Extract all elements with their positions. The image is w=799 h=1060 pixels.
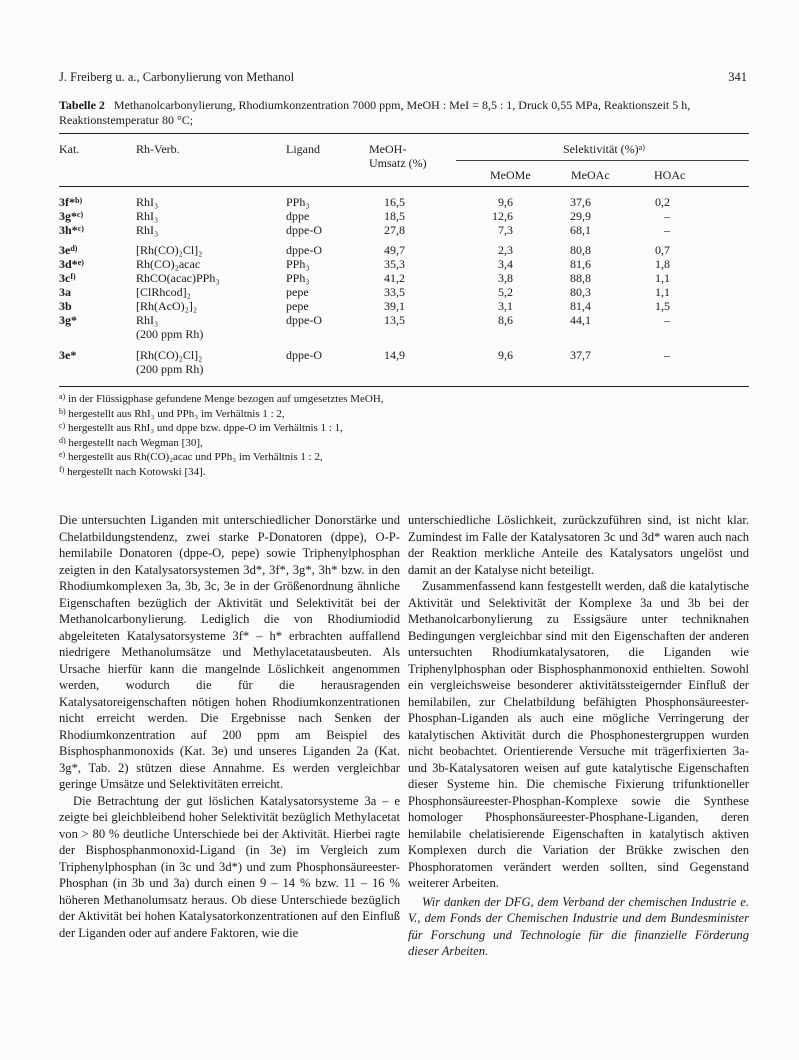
cell-hoac: 0,7 bbox=[655, 243, 670, 257]
footnote-text: hergestellt aus RhI₃ und dppe bzw. dppe-O im Verhältnis 1 : 1, bbox=[65, 422, 343, 434]
footnote-mark: e) bbox=[77, 258, 84, 267]
cell-rh: [Rh(CO)₂Cl]₂ bbox=[136, 243, 203, 257]
cell-meome: 12,6 bbox=[492, 209, 513, 223]
cell-hoac: 1,5 bbox=[655, 299, 670, 313]
cell-meome: 9,6 bbox=[498, 348, 513, 362]
footnote-mark: f) bbox=[70, 272, 76, 281]
cell-kat: 3f*$^{b)}$ bbox=[59, 195, 83, 209]
cell-kat: $3e^{d)}$ bbox=[59, 243, 78, 257]
footnote-mark: c) bbox=[77, 210, 84, 219]
cell-rh-note: (200 ppm Rh) bbox=[136, 362, 204, 376]
cell-hoac: – bbox=[664, 223, 670, 237]
cell-meome: 3,4 bbox=[498, 257, 513, 271]
cell-ligand: PPh₃ bbox=[286, 195, 310, 209]
cell-meoac: 81,4 bbox=[570, 299, 591, 313]
cell-rh: RhI₃ bbox=[136, 223, 159, 237]
cell-hoac: 1,1 bbox=[655, 271, 670, 285]
cell-meoac: 29,9 bbox=[570, 209, 591, 223]
cell-meoac: 81,6 bbox=[570, 257, 591, 271]
cell-meome: 8,6 bbox=[498, 313, 513, 327]
cell-hoac: – bbox=[664, 209, 670, 223]
cell-rh: RhI₃ bbox=[136, 195, 159, 209]
cell-rh: [Rh(CO)₂Cl]₂ bbox=[136, 348, 203, 362]
footnote-text: hergestellt nach Kotowski [34]. bbox=[64, 465, 206, 478]
right-column bbox=[408, 512, 749, 960]
table-footnotes bbox=[59, 392, 749, 479]
running-title: J. Freiberg u. a., Carbonylierung von Methanol bbox=[59, 70, 295, 84]
footnote-mark: b) bbox=[59, 406, 66, 416]
cell-meome: 7,3 bbox=[498, 223, 513, 237]
footnote-text: in der Flüssigphase gefundene Menge bezogen auf umgesetztes MeOH, bbox=[65, 393, 384, 405]
cell-kat: 3e* bbox=[59, 348, 77, 362]
table-caption-label: Tabelle 2 bbox=[59, 98, 105, 112]
cell-ligand: pepe bbox=[286, 299, 309, 313]
col-header-umsatz-line2: Umsatz (%) bbox=[369, 156, 427, 170]
footnote-mark: b) bbox=[75, 196, 83, 205]
cell-umsatz: 14,9 bbox=[384, 348, 405, 362]
cell-meoac: 88,8 bbox=[570, 271, 591, 285]
cell-meome: 2,3 bbox=[498, 243, 513, 257]
paragraph: unterschiedliche Löslichkeit, zurückzuführen sind, ist nicht klar. Zumindest im Falle der Katalysatoren 3c und 3d* waren auch nach der Reaktion merkliche Anteile des Katalysators ungelöst und damit an der Katalyse nicht beteiligt. bbox=[408, 513, 749, 577]
cell-ligand: dppe-O bbox=[286, 243, 322, 257]
cell-umsatz: 18,5 bbox=[384, 209, 405, 223]
footnote-text: hergestellt aus Rh(CO)₂acac und PPh₃ im Verhältnis 1 : 2, bbox=[65, 451, 323, 463]
cell-umsatz: 39,1 bbox=[384, 299, 405, 313]
cell-kat: 3g*$^{c)}$ bbox=[59, 209, 84, 223]
table-header-rule bbox=[59, 186, 749, 187]
cell-ligand: PPh₃ bbox=[286, 257, 310, 271]
table-caption-text: Methanolcarbonylierung, Rhodiumkonzentration 7000 ppm, MeOH : MeI = 8,5 : 1, Druck 0,55 MPa, Reaktionszeit 5 h, Reaktionstemperatur 80 °C; bbox=[59, 98, 691, 127]
footnote bbox=[59, 421, 749, 436]
cell-meoac: 44,1 bbox=[570, 313, 591, 327]
footnote bbox=[59, 450, 749, 465]
cell-hoac: – bbox=[664, 348, 670, 362]
footnote bbox=[59, 392, 749, 407]
cell-kat: 3a bbox=[59, 285, 71, 299]
cell-ligand: pepe bbox=[286, 285, 309, 299]
cell-ligand: dppe-O bbox=[286, 348, 322, 362]
cell-hoac: – bbox=[664, 313, 670, 327]
cell-umsatz: 27,8 bbox=[384, 223, 405, 237]
cell-meome: 3,1 bbox=[498, 299, 513, 313]
left-column bbox=[59, 512, 400, 941]
cell-ligand: dppe bbox=[286, 209, 310, 223]
cell-rh: [ClRhcod]₂ bbox=[136, 285, 191, 299]
acknowledgement: Wir danken der DFG, dem Verband der chemischen Industrie e. V., dem Fonds der Chemischen Industrie und dem Bundesminister für Forschung und Technologie für die finanzielle Förderung dieser Arbeiten. bbox=[408, 894, 749, 958]
footnote-mark: d) bbox=[70, 244, 78, 253]
cell-kat: 3d*$^{e)}$ bbox=[59, 257, 84, 271]
cell-meome: 3,8 bbox=[498, 271, 513, 285]
cell-kat: $3c^{f)}$ bbox=[59, 271, 76, 285]
cell-rh: RhI₃ bbox=[136, 313, 159, 327]
cell-meoac: 37,6 bbox=[570, 195, 591, 209]
selectivity-rule bbox=[456, 160, 749, 161]
footnote bbox=[59, 436, 749, 451]
cell-hoac: 0,2 bbox=[655, 195, 670, 209]
col-header-umsatz-line1: MeOH- bbox=[369, 142, 407, 156]
paragraph: Die untersuchten Liganden mit unterschiedlicher Donorstärke und Chelatbildungstendenz, zwei starke P-Donatoren (dppe), O-P-hemilabile Donatoren (dppe-O, pepe) sowie Triphenylphosphan zeigten in den Katalysatorsystemen 3d*, 3f*, 3g*, 3h* bzw. in den Rhodiumkomplexen 3a, 3b, 3c, 3e in der Größenordnung ähnliche Eigenschaften bezüglich der Aktivität und Selektivität bei der Methanolcarbonylierung. Lediglich die von Rhodiumiodid abgeleiteten Katalysatorsysteme 3f* – h* erbrachten auffallend niedrigere Methanolumsätze und Methylacetatausbeuten. Als Ursache hierfür kann die mangelnde Löslichkeit angenommen werden, wodurch die für die herausragenden Katalysatoreigenschaften nötigen hohen Rhodiumkonzentrationen nicht erreicht werden. Die Ergebnisse nach Senken der Rhodiumkonzentration auf 200 ppm am Beispiel des Bisphosphanmonoxids (Kat. 3e) und unseres Liganden 2a (Kat. 3g*, Tab. 2) stützen diese Annahme. Es werden vergleichbar geringe Umsätze und Selektivitäten erreicht. bbox=[59, 513, 400, 791]
cell-umsatz: 33,5 bbox=[384, 285, 405, 299]
cell-hoac: 1,8 bbox=[655, 257, 670, 271]
cell-umsatz: 41,2 bbox=[384, 271, 405, 285]
cell-ligand: dppe-O bbox=[286, 223, 322, 237]
cell-kat: 3h*$^{c)}$ bbox=[59, 223, 84, 237]
cell-kat: 3g* bbox=[59, 313, 77, 327]
footnote-mark: f) bbox=[59, 464, 65, 474]
paragraph: Zusammenfassend kann festgestellt werden, daß die katalytische Aktivität und Selektivität der Komplexe 3a und 3b bei der Methanolcarbonylierung zu Essigsäure unter techniknahen Bedingungen vergleichbar sind mit den Eigenschaften der anderen untersuchten Rhodiumkatalysatoren, die Liganden wie Triphenylphosphan oder Bisphosphanmonoxid enthielten. Sowohl ein vergleichsweise besonderer aktivitätssteigernder Einfluß der hemilabilen, zur Chelatbildung befähigten Phosphonsäureester-Phosphan-Liganden als auch eine mögliche Verringerung der katalytischen Aktivität durch die Phosphonestergruppen wurden nicht beobachtet. Orientierende Versuche mit trägerfixierten 3a- und 3b-Katalysatoren weisen auf gute katalytische Eigenschaften dieser Systeme hin. Die chemische Fixierung trifunktioneller Phosphonsäureester-Phosphan-Komplexe sowie die Synthese homologer Phosphonsäureester-Phosphane-Liganden, deren hemilabile chelatisierende Eigenschaften in katalytisch aktiven Komplexen durch die Variation der Brükke zwischen den Phosphoratomen verändert werden sollten, sind Gegenstand weiterer Arbeiten. bbox=[408, 579, 749, 890]
footnote-text: hergestellt aus RhI₃ und PPh₃ im Verhältnis 1 : 2, bbox=[65, 407, 285, 420]
cell-meoac: 37,7 bbox=[570, 348, 591, 362]
footnote-mark: a) bbox=[59, 392, 66, 401]
cell-rh-note: (200 ppm Rh) bbox=[136, 327, 204, 341]
cell-ligand: dppe-O bbox=[286, 313, 322, 327]
footnote bbox=[59, 407, 749, 422]
col-header-ligand: Ligand bbox=[286, 142, 320, 156]
cell-rh: [Rh(AcO)₂]₂ bbox=[136, 299, 198, 313]
page-number: 341 bbox=[728, 70, 747, 84]
col-header-meoac: MeOAc bbox=[571, 168, 610, 182]
cell-umsatz: 13,5 bbox=[384, 313, 405, 327]
cell-umsatz: 16,5 bbox=[384, 195, 405, 209]
footnote-mark: d) bbox=[59, 435, 66, 445]
cell-umsatz: 49,7 bbox=[384, 243, 405, 257]
table-top-rule bbox=[59, 133, 749, 134]
footnote-mark: c) bbox=[77, 224, 84, 233]
cell-umsatz: 35,3 bbox=[384, 257, 405, 271]
col-header-selektivitaet: Selektivität (%)$^{a)}$ bbox=[563, 142, 645, 156]
cell-kat: 3b bbox=[59, 299, 72, 313]
footnote-text: hergestellt nach Wegman [30], bbox=[65, 436, 203, 449]
cell-rh: Rh(CO)₂acac bbox=[136, 257, 201, 271]
footnote-mark: a) bbox=[638, 143, 645, 152]
col-header-meome: MeOMe bbox=[490, 168, 531, 182]
cell-hoac: 1,1 bbox=[655, 285, 670, 299]
footnote-mark: c) bbox=[59, 421, 66, 430]
col-header-rh: Rh-Verb. bbox=[136, 142, 180, 156]
cell-meome: 5,2 bbox=[498, 285, 513, 299]
footnote-mark: e) bbox=[59, 450, 66, 459]
table-caption bbox=[59, 98, 749, 128]
cell-ligand: PPh₃ bbox=[286, 271, 310, 285]
cell-meoac: 80,3 bbox=[570, 285, 591, 299]
cell-meoac: 80,8 bbox=[570, 243, 591, 257]
cell-rh: RhCO(acac)PPh₃ bbox=[136, 271, 220, 285]
cell-meome: 9,6 bbox=[498, 195, 513, 209]
footnote bbox=[59, 465, 749, 480]
col-header-kat: Kat. bbox=[59, 142, 80, 156]
table-bottom-rule bbox=[59, 386, 749, 387]
paragraph: Die Betrachtung der gut löslichen Katalysatorsysteme 3a – e zeigte bei gleichbleibend hoher Selektivität bezüglich Methylacetat von > 80 % deutliche Unterschiede bei der Aktivität. Hierbei ragte der Bisphosphanmonoxid-Ligand (in 3e) im Vergleich zum Triphenylphosphan (in 3c und 3d*) und zum Phosphonsäureester-Phosphan (in 3b und 3a) durch einen 9 – 14 % bzw. 11 – 16 % höheren Methanolumsatz heraus. Ob diese Unterschiede bezüglich der Aktivität bei hohen Katalysatorkonzentrationen auf den Einfluß der Liganden oder auf andere Faktoren, wie die bbox=[59, 793, 400, 940]
cell-meoac: 68,1 bbox=[570, 223, 591, 237]
cell-rh: RhI₃ bbox=[136, 209, 159, 223]
col-header-hoac: HOAc bbox=[654, 168, 686, 182]
